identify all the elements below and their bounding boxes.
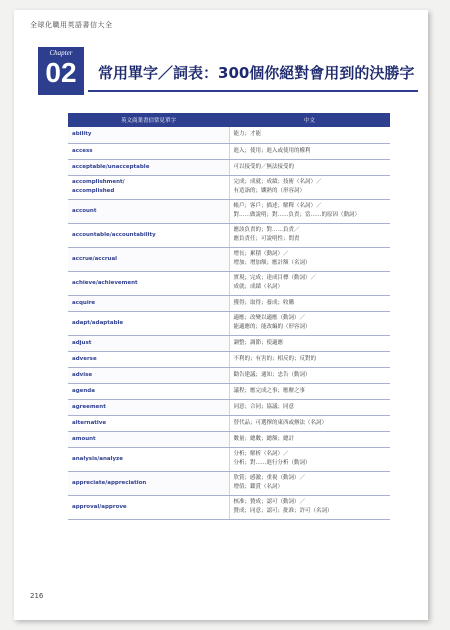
english-term: adapt/adaptable xyxy=(68,311,229,335)
chinese-definition: 不利的；有害的；相反的；反對的 xyxy=(229,351,390,367)
table-row xyxy=(68,247,390,271)
english-term: acceptable/unacceptable xyxy=(68,159,229,175)
chinese-definition: 欣賞；感激；重視（動詞）／ 增值；鑑賞（名詞） xyxy=(229,471,390,495)
chapter-title-bar xyxy=(88,60,418,92)
english-term: alternative xyxy=(68,415,229,431)
chinese-definition: 適應；改變以適應（動詞）／ 能適應的；能改編的（形容詞） xyxy=(229,311,390,335)
chinese-definition: 分析；解析（名詞）／ 分析；對……進行分析（動詞） xyxy=(229,447,390,471)
chinese-definition: 實現；完成；達成目標（動詞）／ 成就；成績（名詞） xyxy=(229,271,390,295)
table-row xyxy=(68,223,390,247)
table-row xyxy=(68,351,390,367)
english-term: agenda xyxy=(68,383,229,399)
table-row xyxy=(68,471,390,495)
table-row xyxy=(68,447,390,471)
chinese-definition: 帳戶；客戶；描述；解釋（名詞）／ 對……做說明；對……負責；當……的原因（動詞） xyxy=(229,199,390,223)
table-row xyxy=(68,175,390,199)
english-term: adverse xyxy=(68,351,229,367)
chinese-definition: 應該負責的；對……負責／ 應負責任；可說明性；問責 xyxy=(229,223,390,247)
english-term: ability xyxy=(68,127,229,143)
table-row xyxy=(68,367,390,383)
chinese-definition: 可以接受的／無法接受的 xyxy=(229,159,390,175)
chapter-number: 02 xyxy=(45,57,77,88)
column-header-chinese: 中文 xyxy=(229,113,390,127)
chinese-definition: 同意；合同；協議；同意 xyxy=(229,399,390,415)
table-row xyxy=(68,271,390,295)
english-term: appreciate/appreciation xyxy=(68,471,229,495)
book-page xyxy=(14,10,428,620)
english-term: achieve/achievement xyxy=(68,271,229,295)
chapter-label: Chapter xyxy=(49,49,73,57)
table-row xyxy=(68,127,390,143)
chinese-definition: 替代品；可選擇的東西或辦法（名詞） xyxy=(229,415,390,431)
table-row xyxy=(68,159,390,175)
chinese-definition: 數量；總數；總額；總計 xyxy=(229,431,390,447)
chinese-definition: 獲得；取得；養成；收購 xyxy=(229,295,390,311)
chinese-definition: 能力；才能 xyxy=(229,127,390,143)
english-term: account xyxy=(68,199,229,223)
table-row xyxy=(68,495,390,519)
table-row xyxy=(68,415,390,431)
english-term: accomplishment/ accomplished xyxy=(68,175,229,199)
table-row xyxy=(68,311,390,335)
chinese-definition: 勸告建議；通知；忠告（動詞） xyxy=(229,367,390,383)
vocabulary-table xyxy=(68,113,390,520)
table-row xyxy=(68,383,390,399)
table-row xyxy=(68,399,390,415)
chapter-badge xyxy=(38,47,84,95)
page-number: 216 xyxy=(30,592,44,600)
english-term: advise xyxy=(68,367,229,383)
english-term: agreement xyxy=(68,399,229,415)
english-term: adjust xyxy=(68,335,229,351)
chinese-definition: 增長；累積（動詞）／ 增加；增加額；應計額（名詞） xyxy=(229,247,390,271)
table-row xyxy=(68,431,390,447)
english-term: analysis/analyze xyxy=(68,447,229,471)
chinese-definition: 完成；成就；成績；技術（名詞）／ 有造詣的；嫻熟的（形容詞） xyxy=(229,175,390,199)
table-row xyxy=(68,199,390,223)
chinese-definition: 核准；贊成；認可（動詞）／ 贊成；同意；認可；批准；許可（名詞） xyxy=(229,495,390,519)
table-row xyxy=(68,335,390,351)
english-term: accrue/accrual xyxy=(68,247,229,271)
chapter-title: 常用單字／詞表：300個你絕對會用到的決勝字 xyxy=(98,64,415,82)
english-term: access xyxy=(68,143,229,159)
english-term: approval/approve xyxy=(68,495,229,519)
vocabulary-table-body xyxy=(68,127,390,519)
english-term: acquire xyxy=(68,295,229,311)
chinese-definition: 進入；使用；進入或使用的權利 xyxy=(229,143,390,159)
column-header-english: 英文商業書信常見單字 xyxy=(68,113,229,127)
english-term: accountable/accountability xyxy=(68,223,229,247)
chinese-definition: 調整；調節；使適應 xyxy=(229,335,390,351)
english-term: amount xyxy=(68,431,229,447)
chinese-definition: 議程；應完成之事；應辦之事 xyxy=(229,383,390,399)
table-row xyxy=(68,143,390,159)
table-row xyxy=(68,295,390,311)
running-title: 全球化職用英語書信大全 xyxy=(30,21,113,29)
